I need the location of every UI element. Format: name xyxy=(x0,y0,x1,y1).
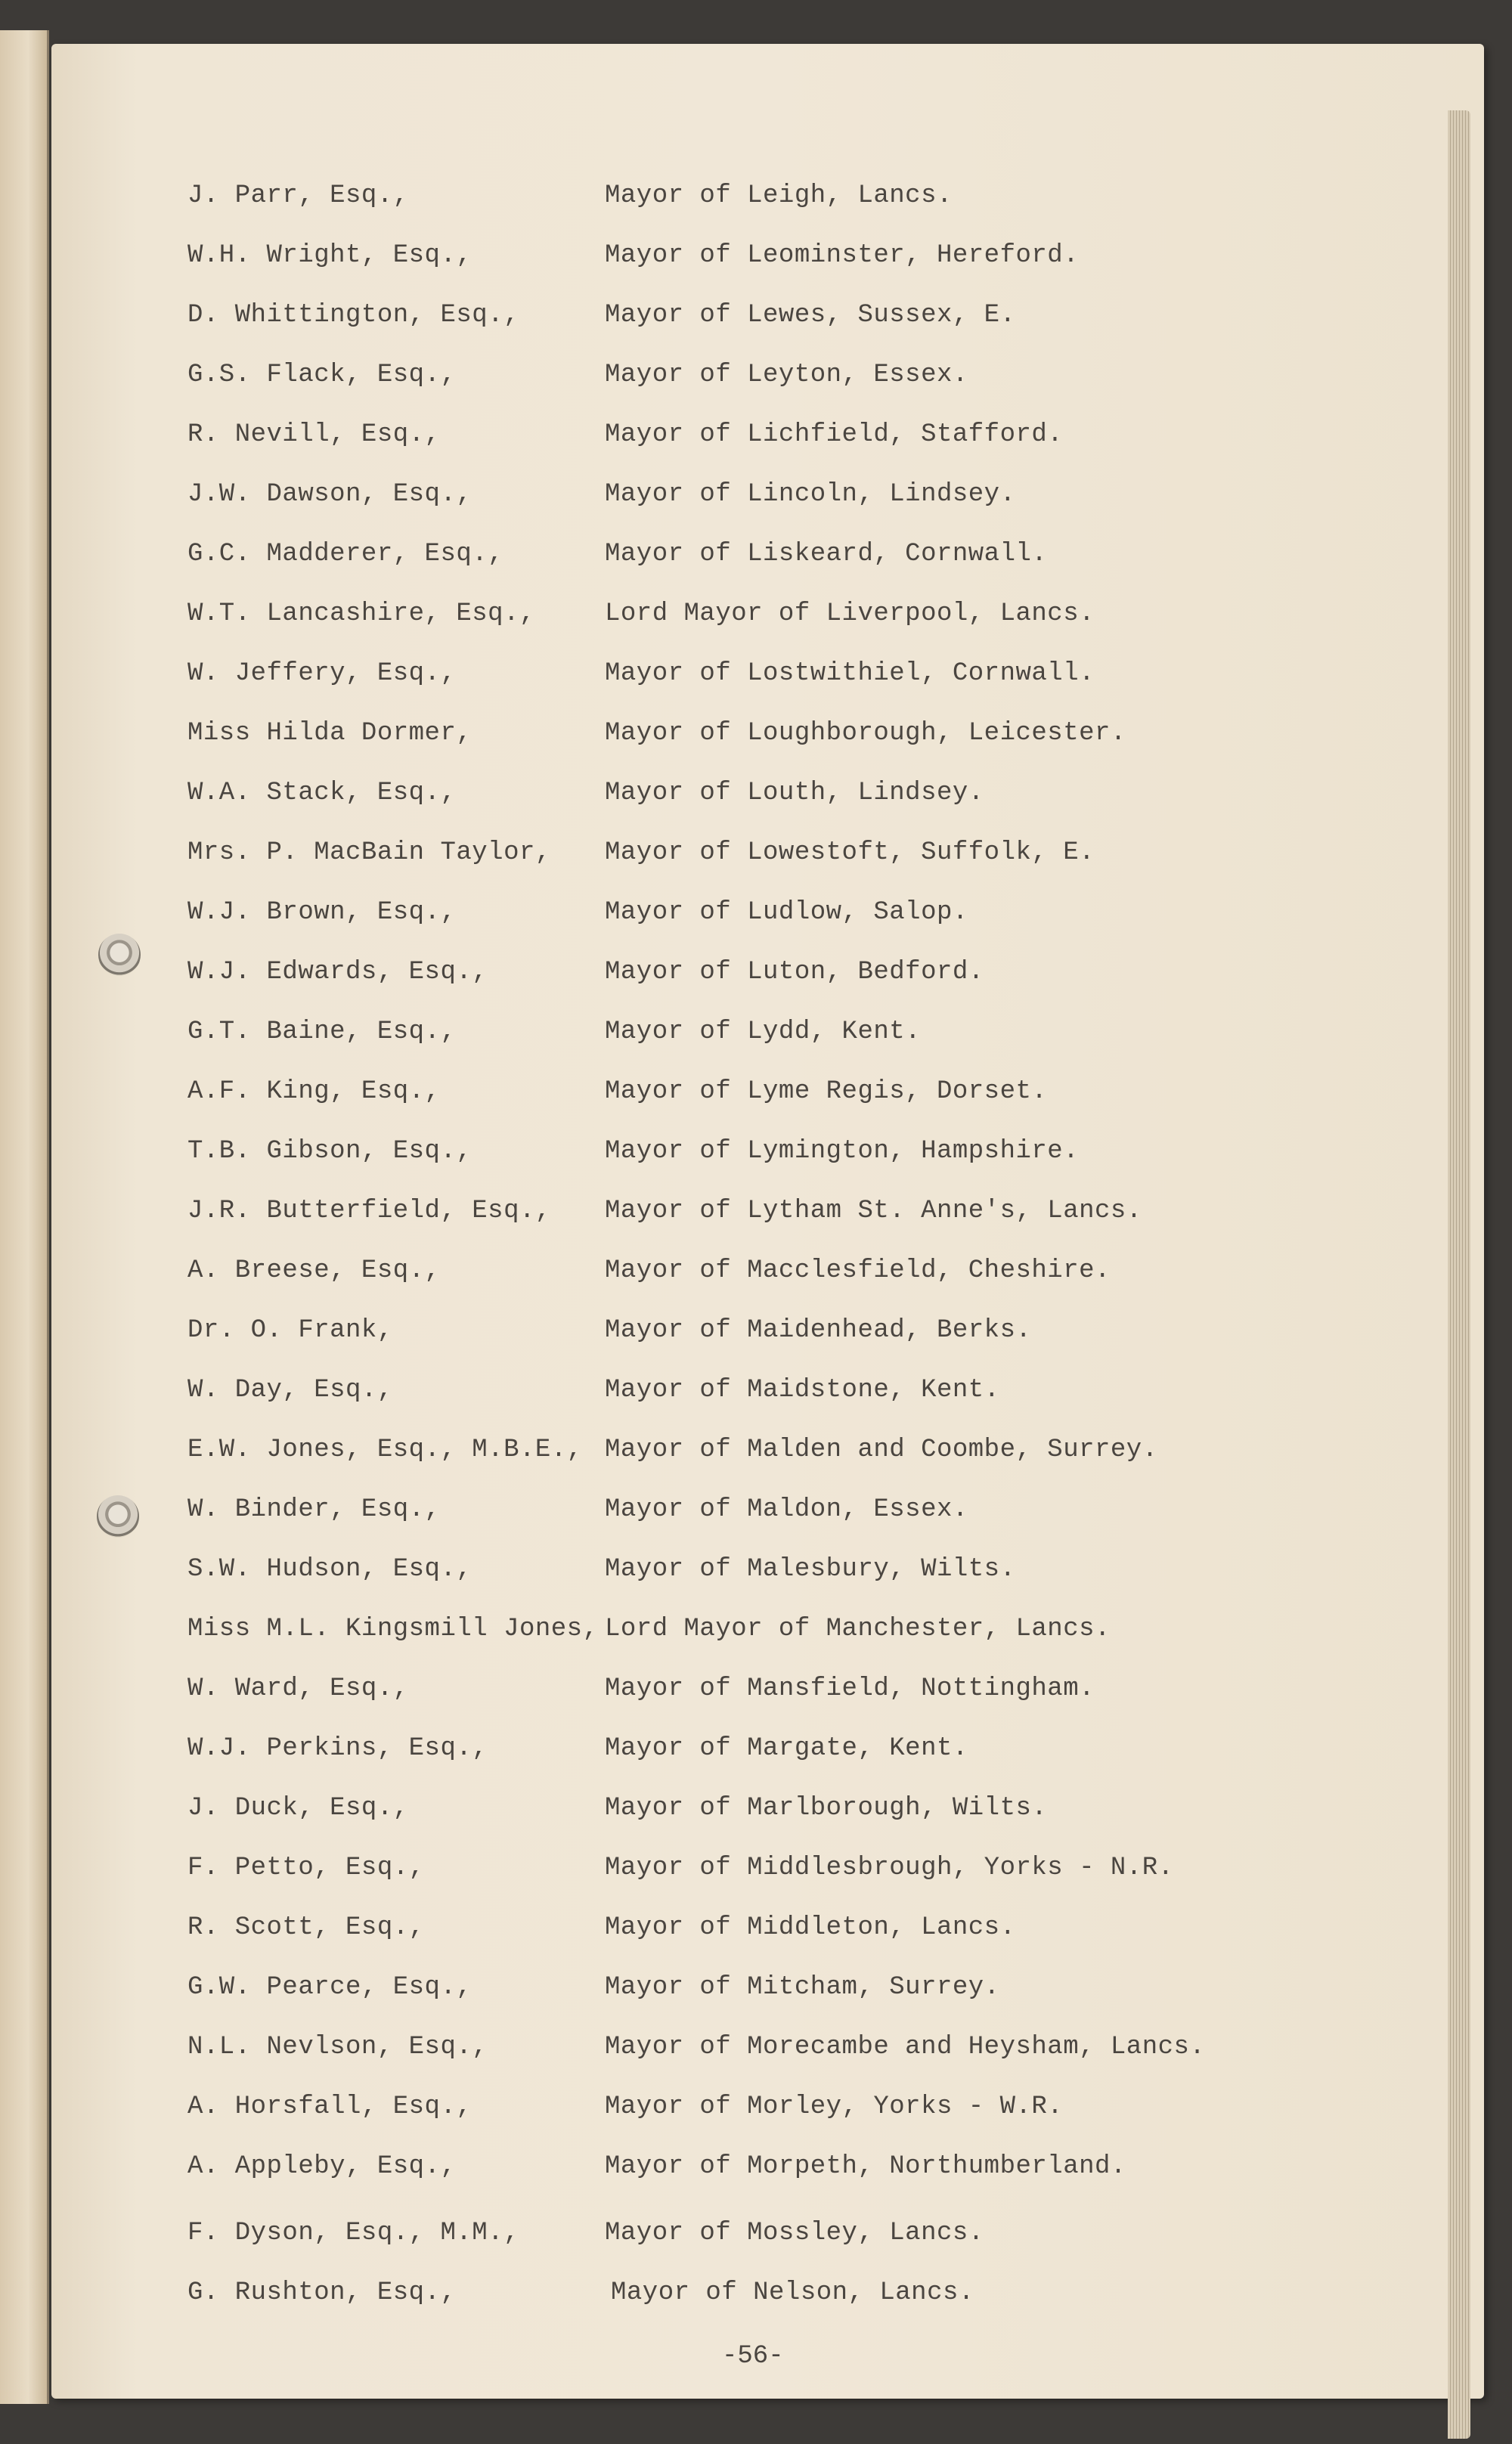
entry-office: Mayor of Morpeth, Northumberland. xyxy=(605,2152,1126,2181)
entry-office: Mayor of Lostwithiel, Cornwall. xyxy=(605,659,1095,688)
list-item xyxy=(0,838,1512,884)
entry-name: W.T. Lancashire, Esq., xyxy=(187,599,535,628)
entry-name: J. Parr, Esq., xyxy=(187,181,409,210)
entry-name: F. Dyson, Esq., M.M., xyxy=(187,2219,519,2247)
entry-office: Mayor of Nelson, Lancs. xyxy=(611,2278,974,2307)
entry-name: J.W. Dawson, Esq., xyxy=(187,480,472,509)
list-item xyxy=(0,1256,1512,1302)
list-item xyxy=(0,1137,1512,1182)
entry-name: G.T. Baine, Esq., xyxy=(187,1018,457,1046)
list-item xyxy=(0,1973,1512,2018)
list-item xyxy=(0,540,1512,585)
entry-name: N.L. Nevlson, Esq., xyxy=(187,2033,488,2061)
entry-name: G.W. Pearce, Esq., xyxy=(187,1973,472,2002)
entry-office: Mayor of Macclesfield, Cheshire. xyxy=(605,1256,1111,1285)
list-item xyxy=(0,1495,1512,1541)
list-item xyxy=(0,1913,1512,1959)
entry-name: J.R. Butterfield, Esq., xyxy=(187,1197,551,1225)
entry-office: Mayor of Marlborough, Wilts. xyxy=(605,1794,1048,1823)
entry-office: Mayor of Liskeard, Cornwall. xyxy=(605,540,1048,568)
entry-office: Mayor of Leominster, Hereford. xyxy=(605,241,1080,270)
entry-office: Mayor of Maidstone, Kent. xyxy=(605,1376,1000,1405)
entry-name: S.W. Hudson, Esq., xyxy=(187,1555,472,1584)
page-number: -56- xyxy=(722,2342,784,2371)
entry-office: Mayor of Mossley, Lancs. xyxy=(605,2219,984,2247)
list-item xyxy=(0,958,1512,1003)
entry-office: Mayor of Malesbury, Wilts. xyxy=(605,1555,1016,1584)
entry-office: Mayor of Lowestoft, Suffolk, E. xyxy=(605,838,1095,867)
list-item xyxy=(0,1316,1512,1361)
entry-office: Mayor of Lincoln, Lindsey. xyxy=(605,480,1016,509)
entry-office: Mayor of Morley, Yorks - W.R. xyxy=(605,2092,1064,2121)
entry-name: D. Whittington, Esq., xyxy=(187,301,519,330)
entry-name: T.B. Gibson, Esq., xyxy=(187,1137,472,1166)
list-item xyxy=(0,241,1512,287)
list-item xyxy=(0,1077,1512,1123)
entry-name: W. Day, Esq., xyxy=(187,1376,393,1405)
list-item xyxy=(0,2033,1512,2078)
entry-name: W. Ward, Esq., xyxy=(187,1674,409,1703)
entry-office: Mayor of Lytham St. Anne's, Lancs. xyxy=(605,1197,1142,1225)
list-item xyxy=(0,1018,1512,1063)
entry-name: W.J. Edwards, Esq., xyxy=(187,958,488,987)
entry-office: Mayor of Mitcham, Surrey. xyxy=(605,1973,1000,2002)
entry-office: Mayor of Morecambe and Heysham, Lancs. xyxy=(605,2033,1206,2061)
entry-office: Lord Mayor of Manchester, Lancs. xyxy=(605,1615,1111,1643)
entry-name: G. Rushton, Esq., xyxy=(187,2278,457,2307)
list-item xyxy=(0,1674,1512,1720)
entry-name: A. Horsfall, Esq., xyxy=(187,2092,472,2121)
list-item xyxy=(0,480,1512,525)
entry-name: W.A. Stack, Esq., xyxy=(187,779,457,807)
entry-name: A.F. King, Esq., xyxy=(187,1077,441,1106)
entry-office: Lord Mayor of Liverpool, Lancs. xyxy=(605,599,1095,628)
entry-office: Mayor of Loughborough, Leicester. xyxy=(605,719,1126,748)
list-item xyxy=(0,2152,1512,2198)
entry-office: Mayor of Malden and Coombe, Surrey. xyxy=(605,1436,1158,1464)
entry-office: Mayor of Leigh, Lancs. xyxy=(605,181,953,210)
entry-name: Mrs. P. MacBain Taylor, xyxy=(187,838,551,867)
entry-name: R. Scott, Esq., xyxy=(187,1913,425,1942)
entry-name: A. Breese, Esq., xyxy=(187,1256,441,1285)
entry-office: Mayor of Middleton, Lancs. xyxy=(605,1913,1016,1942)
list-item xyxy=(0,1854,1512,1899)
list-item xyxy=(0,2092,1512,2138)
entry-name: G.C. Madderer, Esq., xyxy=(187,540,504,568)
entry-office: Mayor of Margate, Kent. xyxy=(605,1734,968,1763)
entry-office: Mayor of Ludlow, Salop. xyxy=(605,898,968,927)
list-item xyxy=(0,301,1512,346)
list-item xyxy=(0,1555,1512,1600)
list-item xyxy=(0,1794,1512,1839)
list-item xyxy=(0,1376,1512,1421)
entry-office: Mayor of Lewes, Sussex, E. xyxy=(605,301,1016,330)
list-item xyxy=(0,181,1512,227)
entry-name: E.W. Jones, Esq., M.B.E., xyxy=(187,1436,583,1464)
entry-office: Mayor of Lydd, Kent. xyxy=(605,1018,922,1046)
entry-office: Mayor of Middlesbrough, Yorks - N.R. xyxy=(605,1854,1174,1882)
entry-name: W. Binder, Esq., xyxy=(187,1495,441,1524)
entry-name: W. Jeffery, Esq., xyxy=(187,659,457,688)
entry-name: Dr. O. Frank, xyxy=(187,1316,393,1345)
list-item xyxy=(0,1734,1512,1780)
list-item xyxy=(0,898,1512,943)
entry-name: G.S. Flack, Esq., xyxy=(187,361,457,389)
list-item xyxy=(0,2278,1512,2324)
list-item xyxy=(0,1615,1512,1660)
entry-name: A. Appleby, Esq., xyxy=(187,2152,457,2181)
entry-name: R. Nevill, Esq., xyxy=(187,420,441,449)
list-item xyxy=(0,719,1512,764)
entry-name: W.H. Wright, Esq., xyxy=(187,241,472,270)
entry-office: Mayor of Lyme Regis, Dorset. xyxy=(605,1077,1048,1106)
list-item xyxy=(0,420,1512,466)
entry-name: F. Petto, Esq., xyxy=(187,1854,425,1882)
entry-office: Mayor of Leyton, Essex. xyxy=(605,361,968,389)
list-item xyxy=(0,1436,1512,1481)
entry-name: W.J. Perkins, Esq., xyxy=(187,1734,488,1763)
list-item xyxy=(0,2219,1512,2264)
list-item xyxy=(0,599,1512,645)
entry-name: Miss M.L. Kingsmill Jones, xyxy=(187,1615,599,1643)
list-item xyxy=(0,659,1512,705)
entry-office: Mayor of Lymington, Hampshire. xyxy=(605,1137,1080,1166)
entry-office: Mayor of Maidenhead, Berks. xyxy=(605,1316,1032,1345)
entry-office: Mayor of Louth, Lindsey. xyxy=(605,779,984,807)
entry-name: J. Duck, Esq., xyxy=(187,1794,409,1823)
entry-office: Mayor of Maldon, Essex. xyxy=(605,1495,968,1524)
entry-office: Mayor of Mansfield, Nottingham. xyxy=(605,1674,1095,1703)
entry-name: Miss Hilda Dormer, xyxy=(187,719,472,748)
list-item xyxy=(0,361,1512,406)
list-item xyxy=(0,779,1512,824)
entry-office: Mayor of Luton, Bedford. xyxy=(605,958,984,987)
list-item xyxy=(0,1197,1512,1242)
entry-office: Mayor of Lichfield, Stafford. xyxy=(605,420,1064,449)
entry-name: W.J. Brown, Esq., xyxy=(187,898,457,927)
